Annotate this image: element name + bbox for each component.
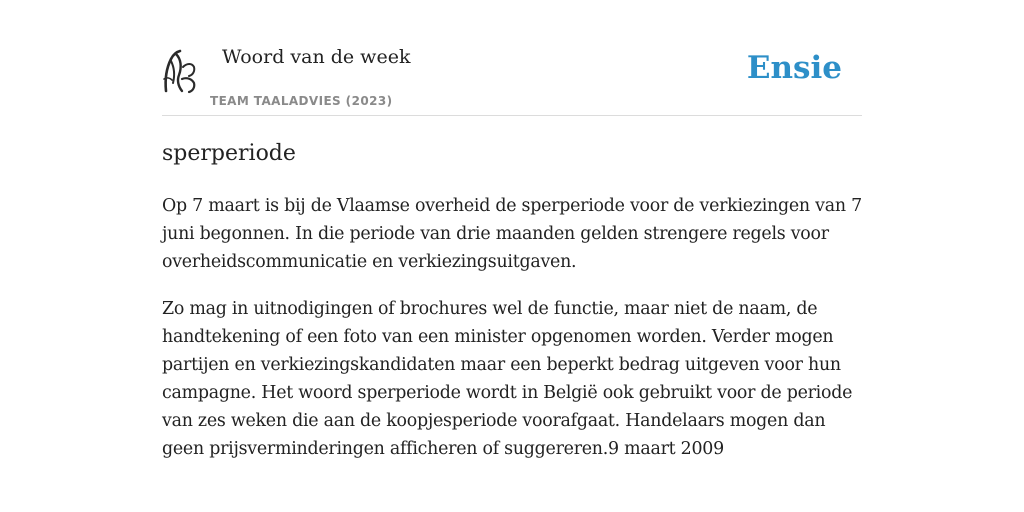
article-paragraph: Op 7 maart is bij de Vlaamse overheid de sperperiode voor de verkiezingen van 7 juni begonnen. In die periode van drie maanden gelden strengere regels voor overheidscommunicatie en verkiezingsuitgaven. xyxy=(162,196,862,272)
author-byline: TEAM TAALADVIES (2023) xyxy=(210,94,393,108)
entry-title: sperperiode xyxy=(162,141,296,166)
section-title: Woord van de week xyxy=(222,46,411,68)
brand-logo-text[interactable]: Ensie xyxy=(746,50,842,86)
article-paragraph: Zo mag in uitnodigingen of brochures wel de functie, maar niet de naam, de handtekening of een foto van een minister opgenomen worden. Verder mogen partijen en verkiezingskandidaten maar een beperkt bedrag uitgeven voor hun campagne. Het woord sperperiode wordt in België ook gebruikt voor de periode van zes weken die aan de koopjesperiode voorafgaat. Handelaars mogen dan geen prijsverminderingen afficheren of suggereren.9 maart 2009 xyxy=(162,299,853,459)
header xyxy=(162,40,862,116)
flemish-lion-logo-icon[interactable] xyxy=(162,49,198,95)
article xyxy=(162,138,862,463)
